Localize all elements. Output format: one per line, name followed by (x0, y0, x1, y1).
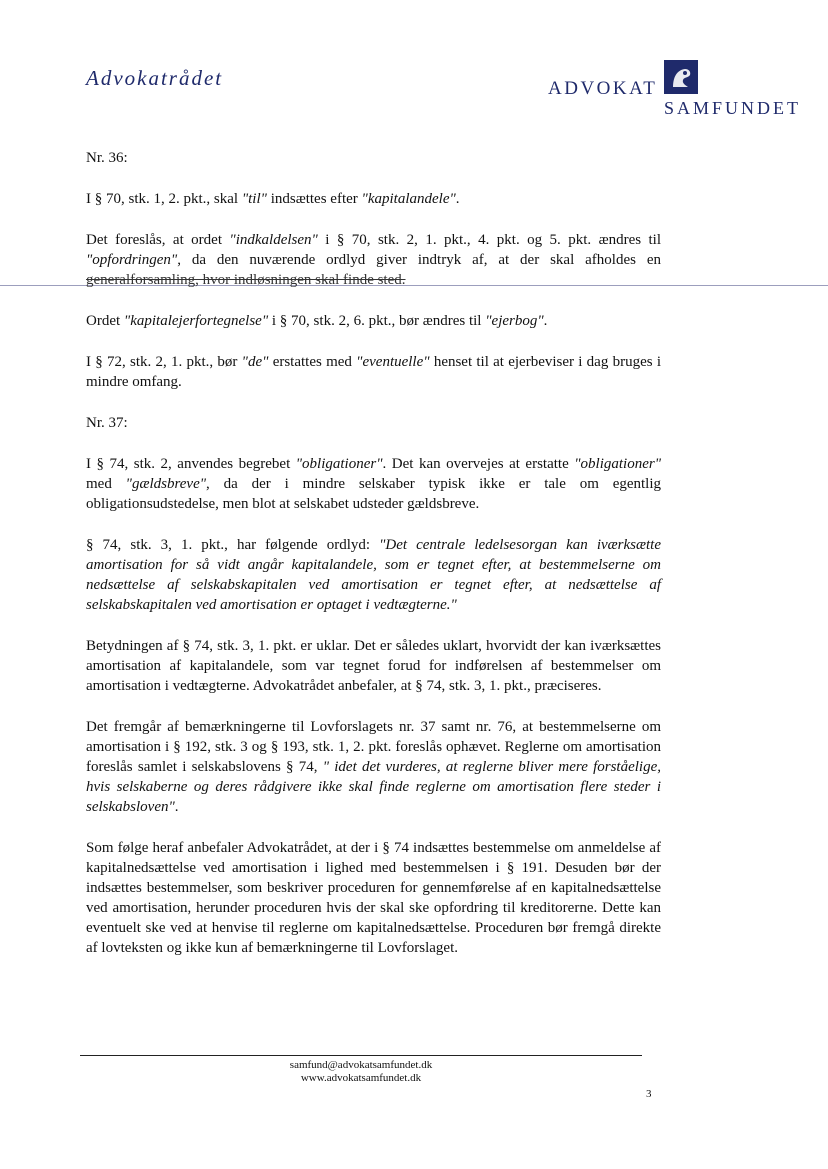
paragraph-8: Det fremgår af bemærkningerne til Lovforslagets nr. 37 samt nr. 76, at bestemmelserne om amortisation i § 192, stk. 3 og § 193, stk. 1, 2. pkt. foreslås ophævet. Reglerne om amortisation foreslås samlet i selskabslovens § 74, " idet det vurderes, at reglerne bliver mere forståelige, hvis selskaberne og deres rådgivere ikke skal finde reglerne om amortisation flere steder i selskabsloven". (86, 719, 661, 815)
footer (80, 1059, 642, 1085)
page-number: 3 (646, 1088, 652, 1100)
section-heading-nr37: Nr. 37: (86, 415, 128, 431)
paragraph-7: Betydningen af § 74, stk. 3, 1. pkt. er uklar. Det er således uklart, hvorvidt der kan iværksættes amortisation af kapitalandele, som var tegnet forud for indførelsen af bestemmelser om amortisation i vedtægterne. Advokatrådet anbefaler, at § 74, stk. 3, 1. pkt., præciseres. (86, 638, 661, 694)
advokatsamfundet-logo (548, 58, 810, 118)
paragraph-2: Det foreslås, at ordet "indkaldelsen" i § 70, stk. 2, 1. pkt., 4. pkt. og 5. pkt. ændres til "opfordringen", da den nuværende ordlyd giver indtryk af, at der skal afholdes en generalforsamling, hvor indløsningen skal finde sted. (86, 232, 661, 288)
struck-text: generalforsamling, hvor indløsningen skal finde sted. (86, 272, 406, 288)
logo-text-bottom: SAMFUNDET (664, 98, 802, 118)
paragraph-3: Ordet "kapitalejerfortegnelse" i § 70, stk. 2, 6. pkt., bør ændres til "ejerbog". (86, 313, 548, 329)
paragraph-9: Som følge heraf anbefaler Advokatrådet, at der i § 74 indsættes bestemmelse om anmeldelse af kapitalnedsættelse ved amortisation i lighed med bestemmelsen i § 191. Desuden bør der indsættes bestemmelser, som beskriver proceduren for gennemførelse af en kapitalnedsættelse ved amortisation, herunder proceduren hvis der skal ske opfordring til kreditorerne. Dette kan eventuelt ske ved at henvise til reglerne om kapitalnedsættelse. Proceduren bør fremgå direkte af lovteksten og ikke kun af bemærkningerne til Lovforslaget. (86, 840, 661, 956)
section-heading-nr36: Nr. 36: (86, 150, 128, 166)
paragraph-4: I § 72, stk. 2, 1. pkt., bør "de" erstattes med "eventuelle" henset til at ejerbeviser i dag bruges i mindre omfang. (86, 354, 661, 390)
paragraph-5: I § 74, stk. 2, anvendes begrebet "obligationer". Det kan overvejes at erstatte "obligationer" med "gældsbreve", da der i mindre selskaber typisk ikke er tale om egentlig obligationsudstedelse, men blot at selskabet udsteder gældsbreve. (86, 456, 662, 512)
document-body (86, 148, 661, 979)
advokatsamfundet-emblem-icon (664, 60, 698, 94)
paragraph-6: § 74, stk. 3, 1. pkt., har følgende ordlyd: "Det centrale ledelsesorgan kan iværksætte amortisation for så vidt angår kapitalandele, som er tegnet efter, at bestemmelserne om nedsættelse af selskabskapitalen ved amortisation er tegnet efter, at nedsættelse af selskabskapitalen ved amortisation er optaget i vedtægterne." (86, 537, 661, 613)
header-title: Advokatrådet (86, 66, 224, 90)
footer-divider (80, 1055, 642, 1056)
paragraph-1: I § 70, stk. 1, 2. pkt., skal "til" indsættes efter "kapitalandele". (86, 191, 460, 207)
footer-email-link[interactable]: samfund@advokatsamfundet.dk (289, 1059, 433, 1071)
footer-web-link[interactable]: www.advokatsamfundet.dk (300, 1072, 422, 1084)
logo-text-top: ADVOKAT (548, 78, 658, 99)
